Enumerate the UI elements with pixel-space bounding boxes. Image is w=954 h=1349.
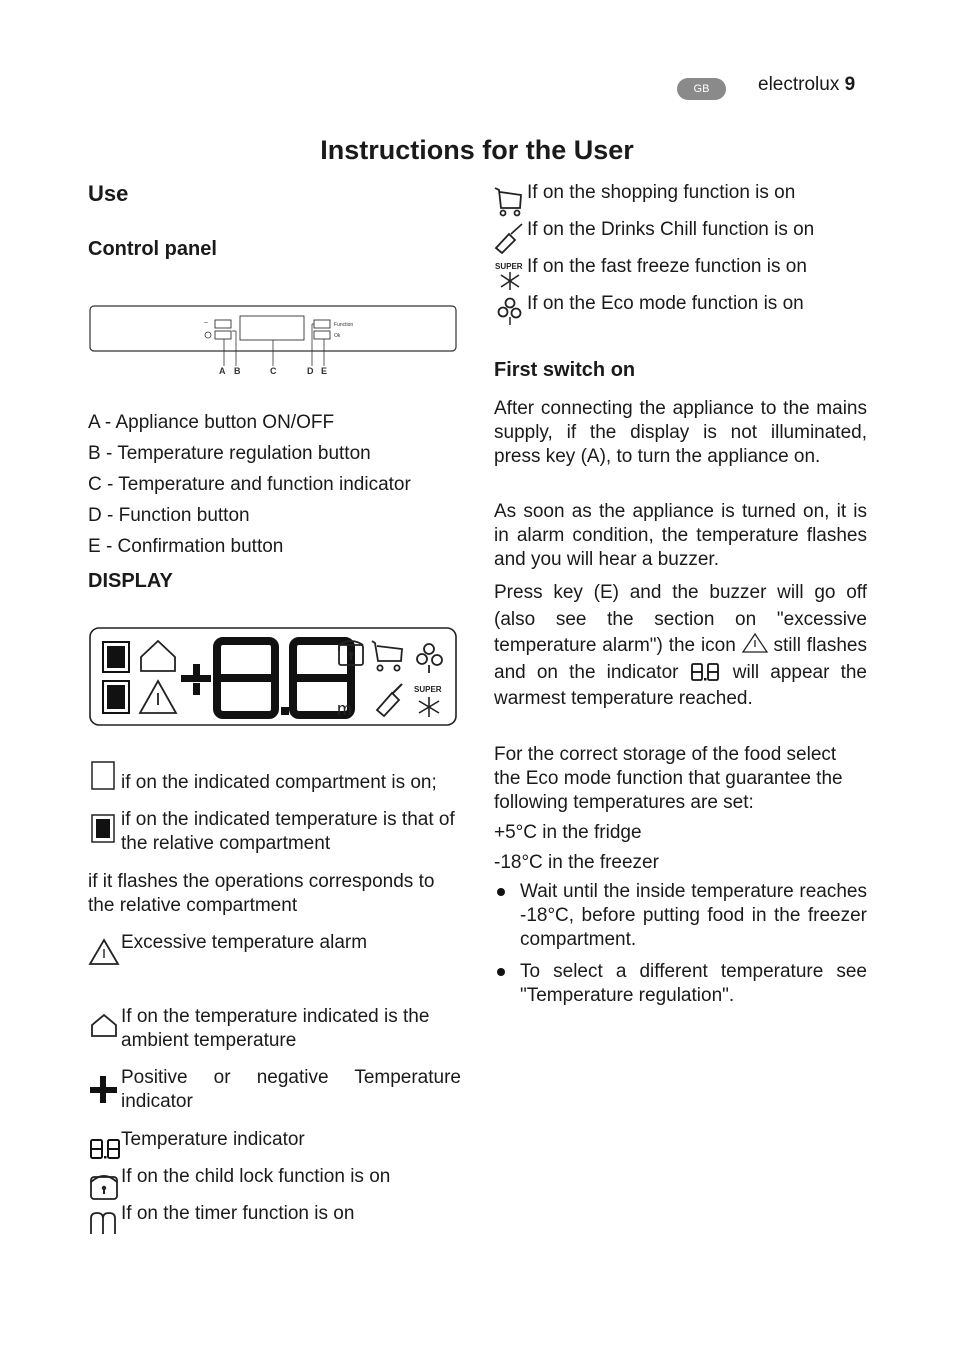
temp-indicator-text: Temperature indicator — [121, 1129, 305, 1150]
alarm-icon — [89, 938, 121, 966]
first-switch-heading: First switch on — [494, 359, 636, 381]
panel-button-b — [215, 331, 231, 339]
timer-m: m — [337, 699, 352, 719]
label-e: E — [321, 366, 328, 376]
bottle-icon — [377, 684, 402, 716]
bullet-dot — [497, 968, 505, 976]
paragraph-4: For the correct storage of the food select the Eco mode function that guarantee the following temperatures are set: — [494, 744, 843, 813]
label-b: B — [234, 366, 241, 376]
legend-item: D - Function button — [88, 505, 250, 526]
compartment-on-text: if on the indicated compartment is on; — [121, 772, 437, 793]
label-a: A — [219, 366, 226, 376]
fast-freeze-text: If on the fast freeze function is on — [527, 256, 807, 277]
shopping-text: If on the shopping function is on — [527, 182, 796, 203]
control-legend — [88, 407, 411, 562]
shopping-icon — [494, 186, 526, 218]
temp-freezer: -18°C in the freezer — [494, 852, 659, 873]
child-lock-icon — [89, 1171, 121, 1201]
control-panel-heading: Control panel — [88, 238, 217, 260]
alarm-text: Excessive temperature alarm — [121, 932, 368, 953]
sign-icon — [89, 1075, 119, 1105]
timer-icon — [89, 1210, 121, 1236]
control-panel-diagram — [88, 303, 460, 383]
paragraph-3 — [494, 580, 867, 713]
brand-page-header — [758, 74, 855, 96]
panel-display — [240, 316, 304, 340]
flashes-text: if it flashes the operations corresponds to the relative compartment — [88, 871, 435, 916]
snowflake-icon — [419, 697, 439, 717]
drinks-chill-icon — [494, 222, 526, 254]
child-lock-text: If on the child lock function is on — [121, 1166, 391, 1187]
inline-digits-icon — [690, 662, 722, 682]
ambient-text: If on the temperature indicated is the ambient temperature — [121, 1006, 430, 1051]
panel-power-symbol — [205, 332, 211, 338]
plus-minus-icon — [181, 675, 211, 682]
panel-ac-symbol: ~ — [204, 320, 209, 327]
paragraph-3-part-b: still flashes and on the indicator — [494, 635, 867, 683]
eco-mode-text: If on the Eco mode function is on — [527, 293, 804, 314]
display-diagram — [89, 627, 459, 727]
brand-name: electrolux — [758, 74, 840, 95]
legend-item: B - Temperature regulation button — [88, 443, 371, 464]
paragraph-1: After connecting the appliance to the mains supply, if the display is not illuminated, press key (A), to turn the appliance on. — [494, 398, 867, 467]
panel-function-label: Function — [334, 322, 354, 328]
super-label: SUPER — [414, 685, 442, 694]
sign-text: Positive or negative Temperature indicator — [121, 1067, 461, 1112]
panel-ok-label: Ok — [334, 333, 341, 339]
seven-segment-digit-1 — [217, 641, 275, 715]
compartment-empty-icon — [91, 761, 117, 791]
legend-item: C - Temperature and function indicator — [88, 474, 411, 495]
legend-item: A - Appliance button ON/OFF — [88, 412, 335, 433]
eco-icon — [417, 644, 442, 673]
fast-freeze-super-label: SUPER — [495, 262, 523, 271]
compartment-filled-icon — [91, 814, 117, 844]
label-d: D — [307, 366, 314, 376]
bullet-dot — [497, 888, 505, 896]
house-icon — [141, 641, 175, 671]
panel-button-a — [215, 320, 231, 328]
page-number: 9 — [844, 74, 856, 95]
panel-button-e — [314, 331, 330, 339]
use-heading: Use — [88, 181, 129, 206]
paragraph-3-part-a: Press key (E) and the buzzer will go off (also see the section on "excessive temperature alarm") the icon — [494, 582, 867, 656]
panel-button-d — [314, 320, 330, 328]
temp-fridge: +5°C in the fridge — [494, 822, 642, 843]
timer-text: If on the timer function is on — [121, 1203, 355, 1224]
temp-digits-icon — [89, 1138, 121, 1162]
eco-mode-icon — [494, 296, 526, 328]
paragraph-2: As soon as the appliance is turned on, it is in alarm condition, the temperature flashes and you will hear a buzzer. — [494, 501, 867, 570]
bullet-item: To select a different temperature see "Temperature regulation". — [520, 961, 867, 1006]
compartment-temp-text: if on the indicated temperature is that of the relative compartment — [121, 809, 455, 854]
ambient-house-icon — [90, 1013, 120, 1039]
fast-freeze-icon — [494, 260, 526, 292]
label-c: C — [270, 366, 277, 376]
legend-item: E - Confirmation button — [88, 536, 284, 557]
bullet-item: Wait until the inside temperature reaches -18°C, before putting food in the freezer compartment. — [520, 881, 867, 950]
display-heading: DISPLAY — [88, 570, 173, 592]
decimal-point — [281, 707, 289, 715]
language-badge: GB — [677, 78, 726, 100]
drinks-chill-text: If on the Drinks Chill function is on — [527, 219, 815, 240]
shopping-cart-icon — [372, 641, 402, 671]
paragraph-3-part-c: will appear the warmest temperature reached. — [494, 661, 867, 709]
page-title: Instructions for the User — [320, 135, 634, 165]
inline-warning-icon — [742, 633, 768, 653]
